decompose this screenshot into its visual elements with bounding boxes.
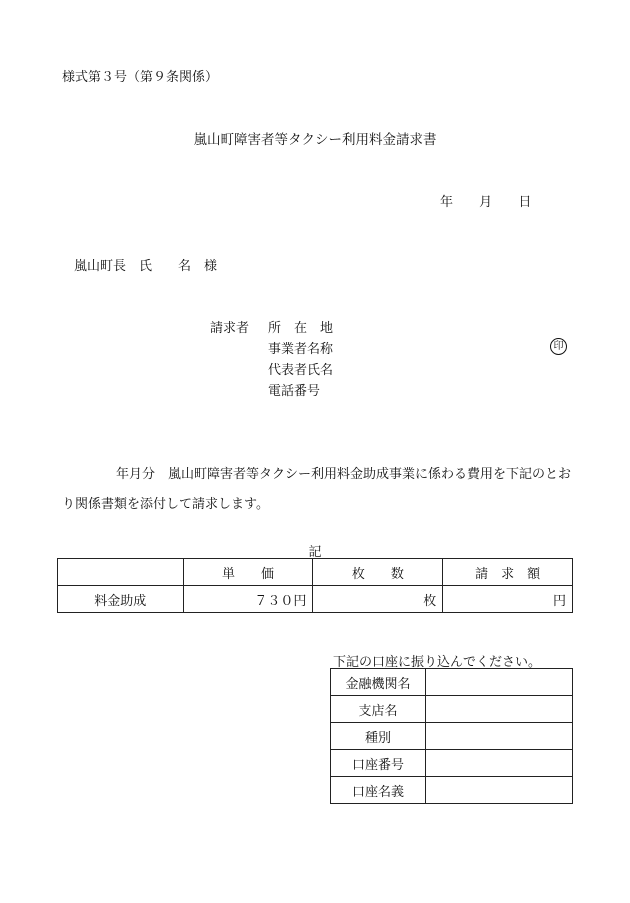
fee-table xyxy=(57,558,573,613)
bank-label-type: 種別 xyxy=(331,723,426,750)
fee-table-row xyxy=(58,586,573,613)
request-statement-text: 年月分 嵐山町障害者等タクシー利用料金助成事業に係わる費用を下記のとおり関係書類を添付して請求します。 xyxy=(62,467,572,512)
bank-row-type xyxy=(331,723,573,750)
bank-note: 下記の口座に振り込んでください。 xyxy=(333,655,542,670)
bank-row-branch xyxy=(331,696,573,723)
bank-value-account-number[interactable] xyxy=(426,750,573,777)
fee-amount-cell[interactable]: 円 xyxy=(443,586,573,613)
date-day: 日 xyxy=(518,195,532,210)
field-phone: 電話番号 xyxy=(268,384,321,399)
date-line xyxy=(440,191,531,210)
form-number: 様式第３号（第９条関係） xyxy=(62,70,219,85)
bank-value-account-holder[interactable] xyxy=(426,777,573,804)
bank-row-account-holder xyxy=(331,777,573,804)
ki-heading: 記 xyxy=(308,545,322,560)
bank-label-account-holder: 口座名義 xyxy=(331,777,426,804)
fee-count-cell[interactable]: 枚 xyxy=(313,586,443,613)
fee-header-blank xyxy=(58,559,184,586)
bank-label-institution: 金融機関名 xyxy=(331,669,426,696)
date-month: 月 xyxy=(479,195,493,210)
field-business-name: 事業者名称 xyxy=(268,342,334,357)
fee-header-unit-price: 単 価 xyxy=(183,559,313,586)
bank-label-branch: 支店名 xyxy=(331,696,426,723)
fee-table-header-row xyxy=(58,559,573,586)
bank-table xyxy=(330,668,573,804)
bank-row-institution xyxy=(331,669,573,696)
addressee: 嵐山町長 氏 名 様 xyxy=(74,259,218,274)
bank-value-type[interactable] xyxy=(426,723,573,750)
fee-header-amount: 請 求 額 xyxy=(443,559,573,586)
fee-item: 料金助成 xyxy=(58,586,184,613)
bank-row-account-number xyxy=(331,750,573,777)
field-representative: 代表者氏名 xyxy=(268,363,334,378)
seal-mark-icon: 印 xyxy=(550,338,567,355)
bank-value-branch[interactable] xyxy=(426,696,573,723)
bank-value-institution[interactable] xyxy=(426,669,573,696)
document-title: 嵐山町障害者等タクシー利用料金請求書 xyxy=(193,132,437,148)
fee-unit-price: ７３０円 xyxy=(183,586,313,613)
requester-label: 請求者 xyxy=(210,321,250,336)
bank-label-account-number: 口座番号 xyxy=(331,750,426,777)
request-statement xyxy=(62,460,578,520)
fee-header-count: 枚 数 xyxy=(313,559,443,586)
field-address: 所 在 地 xyxy=(268,321,334,336)
date-year: 年 xyxy=(440,195,454,210)
